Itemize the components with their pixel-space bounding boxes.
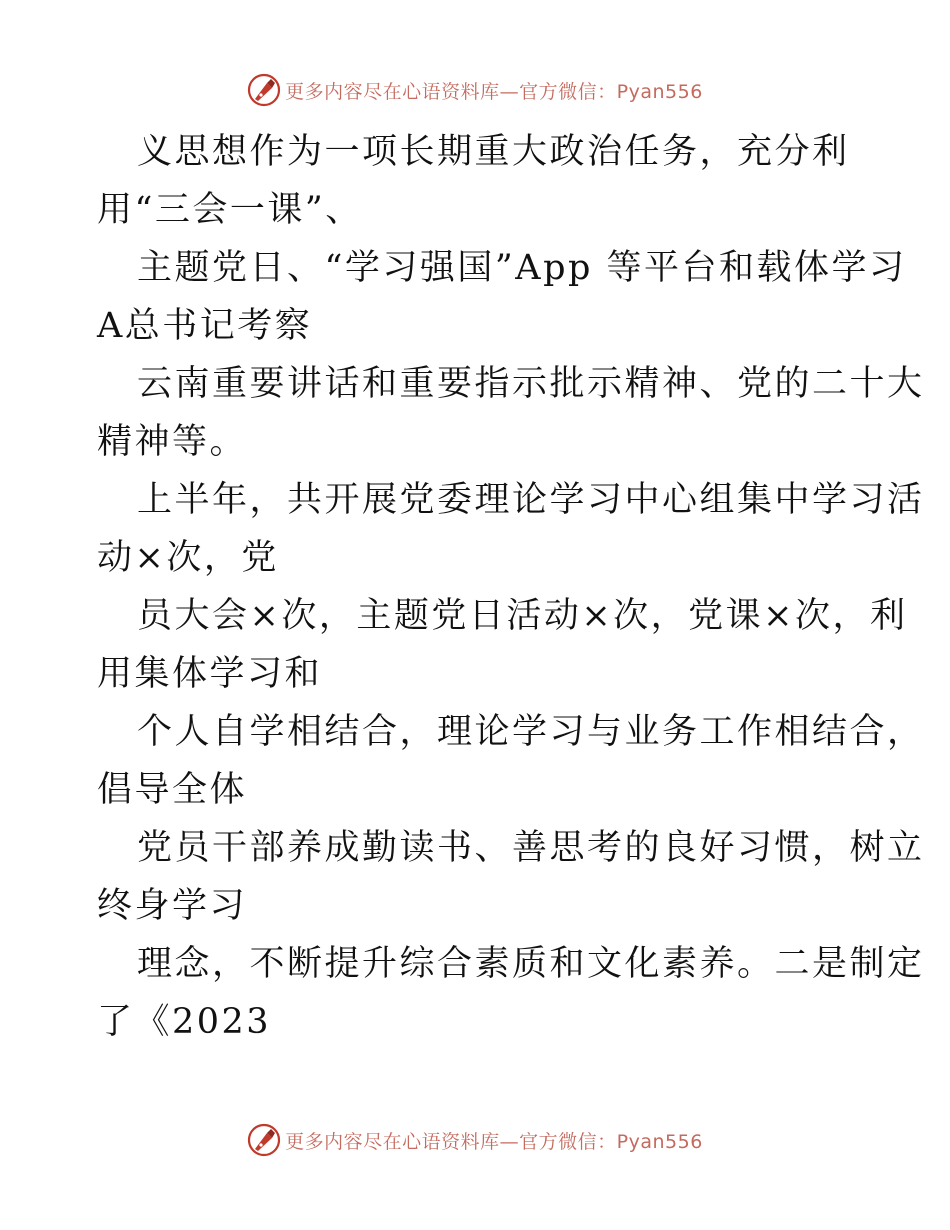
banner-text [285, 77, 703, 104]
paragraph-line: 理念，不断提升综合素质和文化素养。二是制定 [137, 944, 925, 984]
banner-separator: — [499, 80, 520, 103]
paragraph-line: 了《2023 [97, 1002, 272, 1042]
paragraph-line: 义思想作为一项长期重大政治任务，充分利 [137, 132, 850, 172]
pen-nib-logo-icon [247, 1123, 281, 1157]
banner-slogan: 更多内容尽在心语资料库 [285, 1130, 500, 1153]
pen-nib-logo-icon [247, 73, 281, 107]
banner-text [285, 1127, 703, 1154]
paragraph-line: 员大会×次，主题党日活动×次，党课×次，利 [137, 596, 908, 636]
paragraph-line: 用“三会一课”、 [97, 190, 363, 230]
banner-contact: 官方微信：Pyan556 [519, 80, 703, 103]
banner-contact: 官方微信：Pyan556 [519, 1130, 703, 1153]
paragraph-line: 主题党日、“学习强国”App 等平台和载体学习 [137, 248, 907, 288]
paragraph-line: 精神等。 [97, 422, 248, 462]
paragraph-line: 终身学习 [97, 886, 248, 926]
document-body [97, 123, 925, 1051]
paragraph-line: A总书记考察 [97, 306, 313, 346]
paragraph-line: 倡导全体 [97, 770, 248, 810]
banner-slogan: 更多内容尽在心语资料库 [285, 80, 500, 103]
paragraph-line: 上半年，共开展党委理论学习中心组集中学习活 [137, 480, 925, 520]
paragraph-line: 用集体学习和 [97, 654, 323, 694]
paragraph-line: 党员干部养成勤读书、善思考的良好习惯，树立 [137, 828, 925, 868]
paragraph-line: 动×次，党 [97, 538, 279, 578]
footer-banner [0, 1120, 950, 1160]
paragraph-line: 云南重要讲话和重要指示批示精神、党的二十大 [137, 364, 925, 404]
paragraph-line: 个人自学相结合，理论学习与业务工作相结合， [137, 712, 925, 752]
header-banner [0, 70, 950, 110]
banner-separator: — [499, 1130, 520, 1153]
